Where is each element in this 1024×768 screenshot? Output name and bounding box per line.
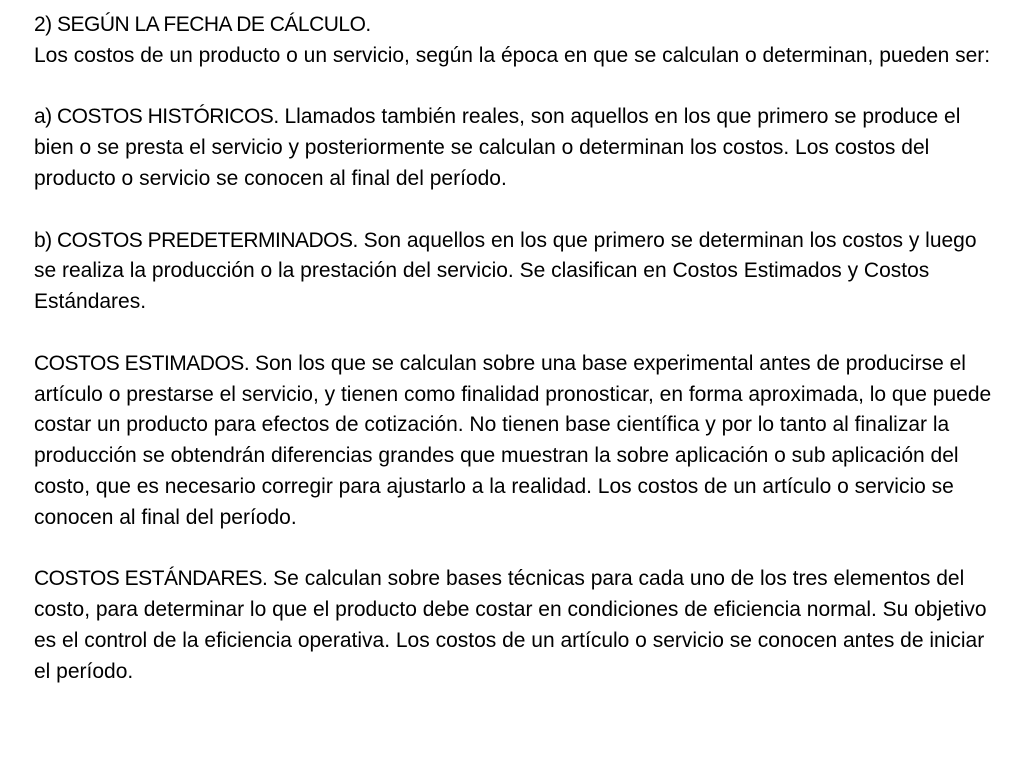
- historicos-paragraph: [34, 102, 1004, 194]
- historicos-heading: a) COSTOS HISTÓRICOS.: [34, 105, 279, 129]
- section-title: 2) SEGÚN LA FECHA DE CÁLCULO.: [34, 13, 371, 36]
- spacer: [34, 318, 1004, 349]
- predeterminados-heading: b) COSTOS PREDETERMINADOS.: [34, 228, 358, 252]
- estimados-heading: COSTOS ESTIMADOS.: [34, 351, 250, 375]
- estimados-text: Son los que se calculan sobre una base experimental antes de producirse el artículo o prestarse el servicio, y tienen como finalidad pronosticar, en forma aproximada, lo que puede costar un producto para efectos de cotización. No tienen base científica y por lo tanto al finalizar la producción se obtendrán diferencias grandes que muestran la sobre aplicación o sub aplicación del costo, que es necesario corregir para ajustarlo a la realidad. Los costos de un artículo o servicio se conocen al final del período.: [34, 351, 992, 529]
- estimados-paragraph: [34, 349, 1004, 534]
- predeterminados-text: Son aquellos en los que primero se determinan los costos y luego se realiza la producción o la prestación del servicio. Se clasifican en Costos Estimados y Costos Estándares.: [34, 228, 977, 314]
- spacer: [34, 195, 1004, 226]
- spacer: [34, 534, 1004, 565]
- estandares-paragraph: [34, 564, 1004, 687]
- estandares-text: Se calculan sobre bases técnicas para cada uno de los tres elementos del costo, para determinar lo que el producto debe costar en condiciones de eficiencia normal. Su objetivo es el control de la eficiencia operativa. Los costos de un artículo o servicio se conocen antes de iniciar el período.: [34, 567, 987, 683]
- predeterminados-paragraph: [34, 226, 1004, 318]
- historicos-text: Llamados también reales, son aquellos en los que primero se produce el bien o se presta el servicio y posteriormente se calculan o determinan los costos. Los costos del producto o servicio se conocen al final del período.: [34, 105, 961, 190]
- spacer: [34, 72, 1004, 103]
- intro-text: Los costos de un producto o un servicio, según la época en que se calculan o determinan, pueden ser:: [34, 43, 991, 67]
- estandares-heading: COSTOS ESTÁNDARES.: [34, 567, 268, 591]
- section-block: [34, 10, 1004, 72]
